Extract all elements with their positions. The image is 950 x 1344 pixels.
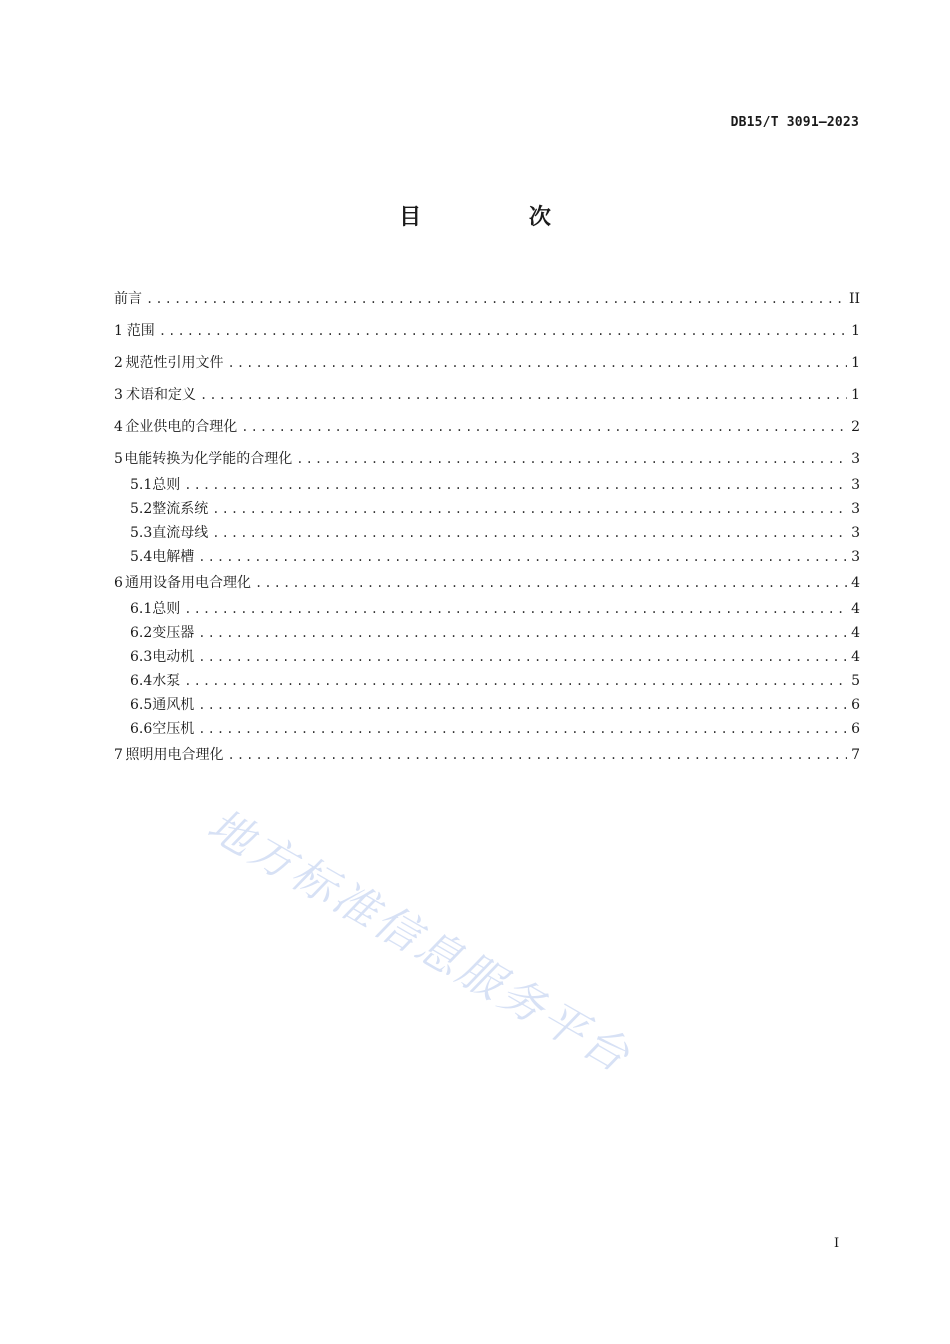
- dot-leader: [296, 447, 847, 471]
- dot-leader: [200, 383, 847, 407]
- toc-page-number: 5: [851, 673, 860, 689]
- toc-page-number: 6: [851, 697, 860, 713]
- page-number: I: [834, 1236, 840, 1251]
- toc-entry-5-2[interactable]: [114, 497, 860, 521]
- toc-number: 4: [114, 419, 123, 435]
- toc-entry-6-2[interactable]: [114, 621, 860, 645]
- dot-leader: [255, 571, 847, 595]
- toc-entry-6-4[interactable]: [114, 669, 860, 693]
- toc-entry-6-1[interactable]: [114, 597, 860, 621]
- toc-number: 5.4: [130, 549, 153, 565]
- toc-number: 6.3: [130, 649, 153, 665]
- table-of-contents: [114, 287, 860, 775]
- toc-page-number: 3: [851, 501, 860, 517]
- toc-label: 空压机: [152, 721, 195, 737]
- toc-page-number: 1: [851, 355, 860, 371]
- dot-leader: [159, 319, 847, 343]
- toc-number: 5.1: [130, 477, 153, 493]
- toc-entry-6-5[interactable]: [114, 693, 860, 717]
- toc-entry-3[interactable]: [114, 383, 860, 415]
- toc-number: 6.5: [130, 697, 153, 713]
- dot-leader: [198, 645, 847, 669]
- toc-page-number: 1: [851, 323, 860, 339]
- toc-page-number: 4: [851, 575, 860, 591]
- dot-leader: [212, 521, 847, 545]
- toc-page-number: 3: [851, 525, 860, 541]
- toc-entry-1[interactable]: [114, 319, 860, 351]
- standard-code: DB15/T 3091—2023: [730, 115, 859, 130]
- toc-entry-5-3[interactable]: [114, 521, 860, 545]
- dot-leader: [228, 743, 848, 767]
- toc-entry-6-3[interactable]: [114, 645, 860, 669]
- toc-entry-5-1[interactable]: [114, 473, 860, 497]
- dot-leader: [184, 669, 847, 693]
- dot-leader: [198, 693, 847, 717]
- toc-entry-7[interactable]: [114, 743, 860, 775]
- page-title: 目 次: [399, 205, 601, 230]
- dot-leader: [212, 497, 847, 521]
- toc-label: 直流母线: [152, 525, 209, 541]
- toc-number: 6: [114, 575, 123, 591]
- toc-page-number: 3: [851, 451, 860, 467]
- toc-number: 6.4: [130, 673, 153, 689]
- toc-number: 5.2: [130, 501, 153, 517]
- toc-label: 电能转换为化学能的合理化: [124, 451, 293, 467]
- toc-label: 照明用电合理化: [125, 747, 224, 763]
- toc-label: 总则: [152, 477, 181, 493]
- toc-label: 企业供电的合理化: [125, 419, 238, 435]
- toc-label: 规范性引用文件: [125, 355, 224, 371]
- toc-number: 7: [114, 747, 123, 763]
- toc-number: 6.6: [130, 721, 153, 737]
- dot-leader: [198, 545, 847, 569]
- dot-leader: [184, 597, 847, 621]
- toc-page-number: 3: [851, 549, 860, 565]
- toc-number: 3: [114, 387, 123, 403]
- toc-page-number: II: [848, 291, 860, 307]
- toc-entry-4[interactable]: [114, 415, 860, 447]
- toc-page-number: 2: [851, 419, 860, 435]
- dot-leader: [198, 621, 847, 645]
- toc-label: 术语和定义: [126, 387, 197, 403]
- toc-page-number: 3: [851, 477, 860, 493]
- toc-number: 5: [114, 451, 123, 467]
- toc-page-number: 4: [851, 601, 860, 617]
- toc-label: 通用设备用电合理化: [125, 575, 252, 591]
- toc-page-number: 4: [851, 625, 860, 641]
- toc-label: 范围: [126, 323, 155, 339]
- toc-label: 电动机: [152, 649, 195, 665]
- watermark: 地方标准信息服务平台: [199, 799, 641, 1084]
- toc-label: 通风机: [152, 697, 195, 713]
- dot-leader: [228, 351, 848, 375]
- toc-label: 整流系统: [152, 501, 209, 517]
- toc-number: 6.1: [130, 601, 153, 617]
- toc-entry-5-4[interactable]: [114, 545, 860, 569]
- toc-entry-2[interactable]: [114, 351, 860, 383]
- toc-number: 1: [114, 323, 123, 339]
- toc-page-number: 1: [851, 387, 860, 403]
- dot-leader: [146, 287, 845, 311]
- toc-number: 6.2: [130, 625, 153, 641]
- toc-label: 电解槽: [152, 549, 195, 565]
- dot-leader: [184, 473, 847, 497]
- toc-page-number: 4: [851, 649, 860, 665]
- toc-label: 变压器: [152, 625, 195, 641]
- toc-page-number: 6: [851, 721, 860, 737]
- toc-label: 水泵: [152, 673, 181, 689]
- toc-entry-foreword[interactable]: [114, 287, 860, 319]
- dot-leader: [241, 415, 847, 439]
- toc-entry-6-6[interactable]: [114, 717, 860, 741]
- toc-number: 2: [114, 355, 123, 371]
- toc-number: 5.3: [130, 525, 153, 541]
- dot-leader: [198, 717, 847, 741]
- toc-page-number: 7: [851, 747, 860, 763]
- toc-label: 前言: [114, 291, 142, 307]
- toc-label: 总则: [152, 601, 181, 617]
